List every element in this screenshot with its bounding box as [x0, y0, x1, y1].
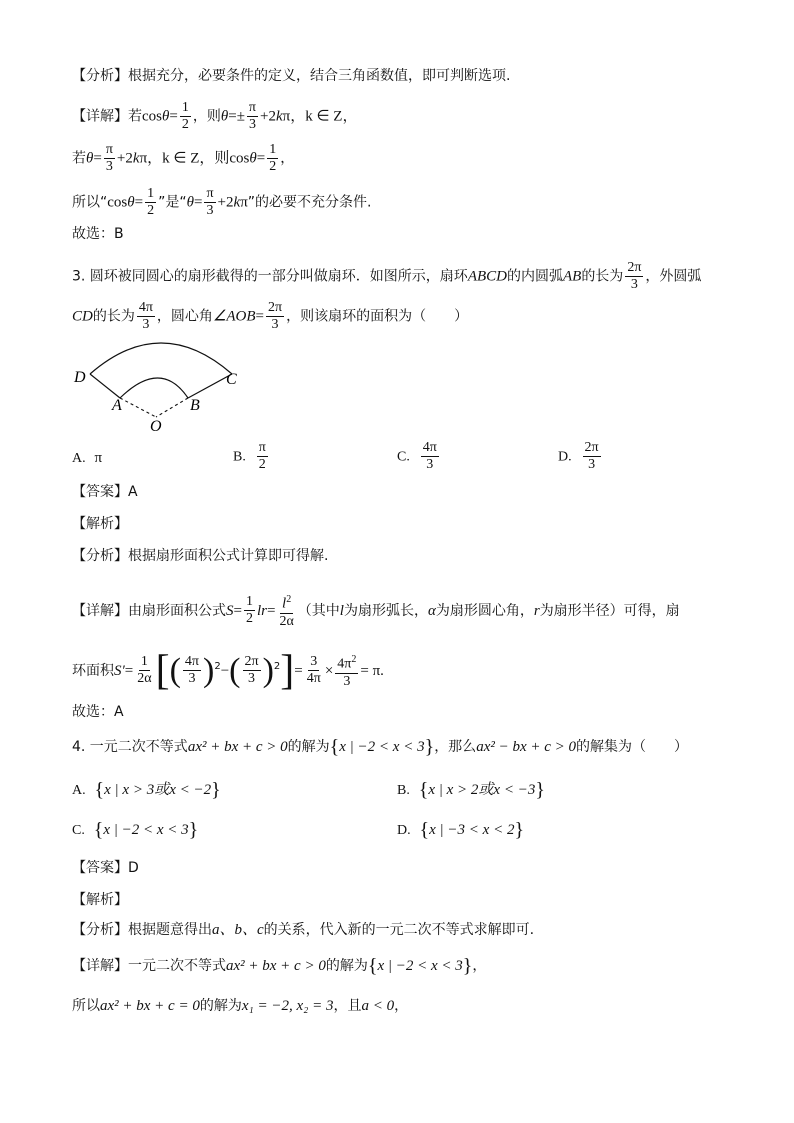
q3-detail-line: 【详解】由扇形面积公式S= $\frac{1}{2}$ lr= $\frac{l^2}{2\alpha}$ （其中l为扇形弧长，α为扇形圆心角，r为扇形半径）可得，扇: [72, 594, 680, 629]
label-c: C: [226, 371, 237, 388]
q3-ring-area-line: 环面积S′= $\frac{1}{2\alpha}$ [( $\frac{4\pi}{3}$ )$^2$−( $\frac{2\pi}{3}$ )$^2$]= $\frac{3}{4\pi}$ × $\frac{4\pi^2}{3}$ = π.: [72, 647, 384, 694]
fraction-1-2: $\frac{1}{2}$: [181, 100, 189, 132]
outer-arc-cd: [90, 343, 232, 374]
q4-option-b: B. {x | x > 2或x < −3}: [397, 779, 545, 801]
label-o: O: [150, 418, 162, 434]
q2-if-line: 若θ= $\frac{\pi}{3}$ +2kπ，k ∈ Z，则cosθ= $\frac{1}{2}$ ，: [72, 142, 295, 174]
q2-conclusion: 所以“cosθ= $\frac{1}{2}$ ”是“θ= $\frac{\pi}{3}$ +2kπ”的必要不充分条件.: [72, 186, 372, 218]
q2-analysis: 【分析】根据充分，必要条件的定义，结合三角函数值，即可判断选项.: [72, 68, 511, 84]
q4-roots-line: 所以ax² + bx + c = 0的解为x₁ = −2, x₂ = 3，且a < 0，: [72, 998, 409, 1014]
fraction-pi-3: $\frac{\pi}{3}$: [248, 100, 256, 132]
q3-option-b: B. $\frac{\pi}{2}$: [233, 440, 266, 472]
q4-option-a: A. {x | x > 3或x < −2}: [72, 779, 221, 801]
q3-jiexi: 【解析】: [72, 516, 128, 532]
label-a: A: [112, 397, 122, 414]
q3-stem-line2: CD的长为 $\frac{4\pi}{3}$ ，圆心角∠AOB= $\frac{2\pi}{3}$ ，则该扇环的面积为（ ）: [72, 300, 469, 332]
inner-arc-ab: [120, 378, 188, 398]
q3-option-a: A. π: [72, 450, 103, 466]
q4-stem: 4. 一元二次不等式ax² + bx + c > 0的解为{x | −2 < x < 3}，那么ax² − bx + c > 0的解集为（ ）: [72, 736, 689, 758]
q3-analysis: 【分析】根据扇形面积公式计算即可得解.: [72, 548, 329, 564]
dashed-bo: [156, 398, 188, 417]
label-b: B: [190, 397, 200, 414]
q4-option-d: D. {x | −3 < x < 2}: [397, 819, 525, 841]
q4-answer: 【答案】D: [72, 860, 139, 876]
q3-option-c: C. $\frac{4\pi}{3}$: [397, 440, 437, 472]
q4-detail-line: 【详解】一元二次不等式ax² + bx + c > 0的解为{x | −2 < x < 3}，: [72, 955, 487, 977]
q4-analysis: 【分析】根据题意得出a、b、c的关系，代入新的一元二次不等式求解即可.: [72, 922, 535, 938]
q2-detail-line: 【详解】若cosθ= $\frac{1}{2}$ ，则θ=± $\frac{\pi}{3}$ +2kπ，k ∈ Z，: [72, 100, 358, 132]
q4-option-c: C. {x | −2 < x < 3}: [72, 819, 199, 841]
q3-option-d: D. $\frac{2\pi}{3}$: [558, 440, 599, 472]
q3-stem-line1: 3. 圆环被同圆心的扇形截得的一部分叫做扇环．如图所示，扇环ABCD的内圆弧AB的长为 $\frac{2\pi}{3}$ ，外圆弧: [72, 260, 702, 292]
segment-da: [90, 374, 120, 398]
dashed-ao: [120, 398, 156, 417]
label-d: D: [74, 369, 86, 386]
q4-jiexi: 【解析】: [72, 892, 128, 908]
q3-answer: 【答案】A: [72, 484, 138, 500]
sector-ring-figure: [66, 330, 256, 434]
q3-choose: 故选：A: [72, 704, 124, 720]
q2-choose: 故选：B: [72, 226, 124, 242]
